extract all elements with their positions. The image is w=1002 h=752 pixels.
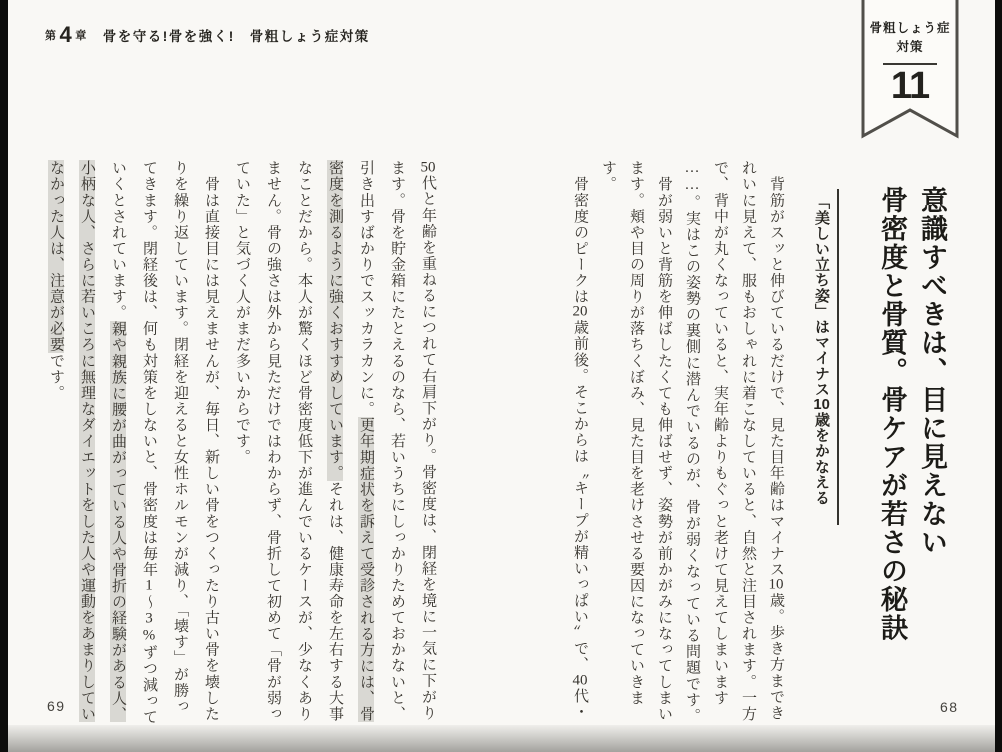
badge-label — [860, 19, 960, 58]
body-text: 10 — [768, 577, 784, 593]
chapter-suffix: 章 — [75, 30, 88, 42]
highlighted-text: 親や親族に腰が曲がっている人や骨折の経験がある人、 — [110, 320, 126, 722]
text-column — [288, 160, 319, 735]
body-text: ます。頬や目の周りが落ちくぼみ、見た目を老けさせる要因になっていきます。 — [600, 160, 644, 706]
section-title — [872, 186, 952, 664]
text-column — [734, 160, 762, 735]
chapter-header — [45, 24, 370, 46]
body-text: 代・ — [572, 687, 588, 720]
chapter-number-group — [45, 24, 88, 46]
text-column — [319, 160, 350, 735]
body-text: 引き出すばかりでスッカラカンに。 — [358, 160, 374, 417]
badge-number: 11 — [890, 64, 930, 107]
body-text: 骨が弱いと背筋を伸ばしたくても伸ばせず、姿勢が前かがみになってしまい — [656, 160, 672, 722]
section-subtitle-rule — [803, 189, 839, 525]
body-text: ます。骨を貯金箱にたとえるのなら、若いうちにしっかりためておかないと、 — [389, 160, 405, 722]
body-text: 骨密度のピークは — [572, 160, 588, 305]
text-column — [40, 160, 71, 735]
text-column — [164, 160, 195, 735]
body-text: 「美しい立ち姿」はマイナス — [813, 194, 830, 397]
body-text: 背筋がスッと伸びているだけで、見た目年齢はマイナス — [768, 160, 784, 578]
highlighted-text: 小柄な人、さらに若いころに無理なダイエットをした人や運動をあまりしてい — [79, 160, 95, 722]
body-text: なことだから。本人が驚くほど骨密度低下が進んでいるケースが、少なくあり — [296, 160, 312, 722]
text-column — [195, 160, 226, 735]
body-text: いくとされています。 — [110, 160, 126, 321]
text-column — [350, 160, 381, 735]
body-text: 代と年齢を重ねるにつれて右肩下がり。骨密度は、閉経を境に一気に下がり — [420, 175, 436, 721]
chapter-title-part2: 骨粗しょう症対策 — [249, 29, 370, 44]
left-page-body — [40, 160, 443, 735]
text-column — [809, 194, 833, 520]
body-text: 歳をかなえる — [813, 411, 830, 506]
text-column — [762, 160, 790, 735]
text-column — [706, 160, 734, 735]
text-column — [226, 160, 257, 735]
text-column — [381, 160, 412, 735]
section-title-line1: 意識すべきは、目に見えない — [917, 186, 947, 557]
text-column — [566, 160, 594, 735]
section-badge — [860, 0, 960, 152]
page-bottom-shadow — [0, 725, 1002, 752]
text-column — [71, 160, 102, 735]
chapter-title-part1: 骨を守る!骨を強く! — [102, 29, 235, 44]
page-number-right: 68 — [940, 699, 959, 715]
text-column — [257, 160, 288, 735]
photo-edge-right — [995, 0, 1002, 752]
body-text: ません。骨の強さは外から見ただけではわからず、骨折して初めて「骨が弱っ — [265, 160, 281, 722]
text-column — [102, 160, 133, 735]
highlighted-text: 更年期症状を訴えて受診される方には、骨 — [358, 416, 374, 722]
body-text: で、背中が丸くなっていると、実年齢よりもぐっと老けて見えてしまいます — [712, 160, 728, 706]
badge-label-line1: 骨粗しょう症 — [869, 21, 951, 35]
text-column — [594, 160, 650, 735]
body-text: それは、健康寿命を左右する大事 — [327, 481, 343, 722]
badge-label-line2: 対策 — [896, 40, 924, 55]
body-text: てきます。閉経後は、何も対策をしないと、骨密度は毎年1〜3%ずつ減って — [141, 160, 157, 725]
section-title-line2: 骨密度と骨質。骨ケアが若さの秘訣 — [877, 186, 907, 642]
photo-edge-left — [0, 0, 8, 752]
right-page-body — [572, 160, 790, 735]
body-text: れいに見えて、服もおしゃれに着こなしていると、自然と注目されます。一方 — [740, 160, 756, 722]
text-column — [650, 160, 678, 735]
body-text: ていた」と気づく人がまだ多いからです。 — [234, 160, 250, 465]
body-text: ……。実はこの姿勢の裏側に潜んでいるのが、骨が弱くなっている問題です。 — [684, 160, 700, 724]
body-text: 50 — [420, 160, 436, 175]
body-text: 40 — [572, 672, 588, 688]
text-column — [412, 160, 443, 735]
body-text: 歳前後。そこからは〝キープが精いっぱい〟で、 — [572, 319, 588, 673]
body-text: 歳。歩き方までき — [768, 592, 784, 721]
page-number-left: 69 — [47, 698, 66, 714]
body-text: 10 — [813, 396, 830, 412]
chapter-number: 4 — [59, 22, 74, 47]
section-subtitle — [809, 194, 833, 520]
text-column — [133, 160, 164, 735]
body-text: りを繰り返しています。閉経を迎えると女性ホルモンが減り、「壊す」が勝っ — [172, 160, 188, 715]
highlighted-text: なかった人は、注意が必要 — [48, 160, 64, 353]
body-text: 20 — [572, 304, 588, 320]
chapter-prefix: 第 — [45, 30, 58, 42]
body-text: です。 — [48, 352, 64, 401]
body-text: 骨は直接目には見えませんが、毎日、新しい骨をつくったり古い骨を壊した — [203, 160, 219, 722]
text-column — [678, 160, 706, 735]
badge-content — [860, 19, 960, 107]
highlighted-text: 密度を測るように強くおすすめしています。 — [327, 160, 343, 481]
